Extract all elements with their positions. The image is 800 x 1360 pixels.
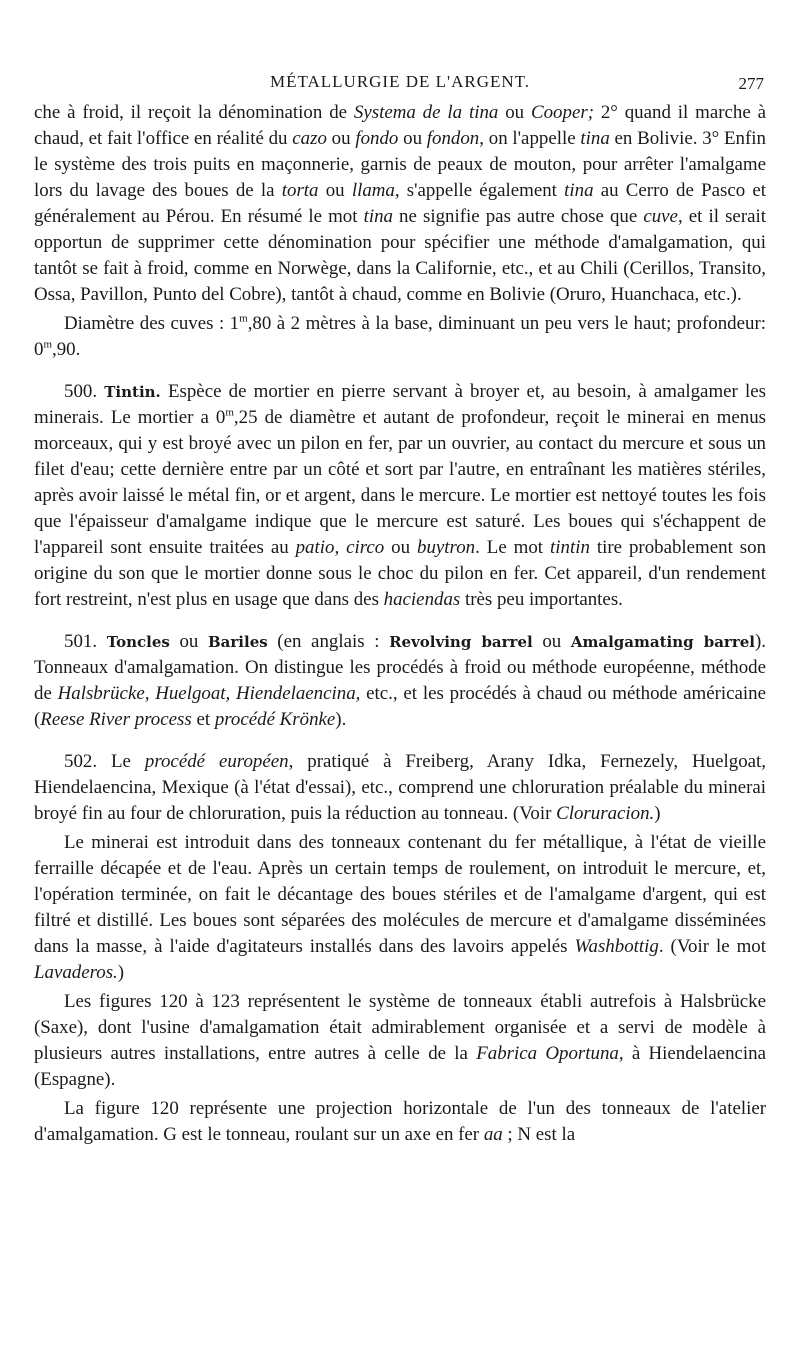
text-run: en Bolivie. 3° Enfin le système des trois puits en maçonnerie, garnis de peaux de mouton, pour arrêter l'amalgame lors du lavage des boues de la: [34, 128, 766, 201]
italic-text: fondon: [426, 128, 480, 149]
text-run: , et il serait opportun de supprimer cette dénomination pour spécifier une méthode d'amalgamation, qui tantôt se fait à froid, comme en Norwège, dans la Californie, etc., et au Chili (Cerillos, Transito, Ossa, Pavillon, Punto del Cobre), tantôt à chaud, comme en Bolivie (Oruro, Huanchaca, etc.).: [34, 206, 766, 305]
text-run: ,25 de diamètre et autant de profondeur, reçoit le minerai en menus morceaux, qui y est broyé avec un pilon en fer, par un ouvrier, au contact du mercure et sous un filet d'eau; cette dernière entre par un côté et sort par l'autre, en entraînant les matières stériles, après avoir laissé le métal fin, or et argent, dans le mercure. Le mortier est nettoyé toutes les fois que l'épaisseur d'amalgame indique que le mercure est saturé. Les boues qui s'échappent de l'appareil sont ensuite traitées au: [34, 407, 766, 558]
italic-text: procédé Krönke: [214, 709, 336, 730]
section-500-tintin: [34, 379, 766, 613]
paragraph-figures: [34, 989, 766, 1093]
text-run: La figure 120 représente une projection horizontale de l'un des tonneaux de l'atelier d'amalgamation. G est le tonneau, roulant sur un axe en fer: [34, 1098, 766, 1145]
text-run: , s'appelle également: [394, 180, 565, 201]
italic-text: Systema de la tina: [353, 102, 499, 123]
text-run: 502. Le: [64, 751, 145, 772]
italic-text: cazo: [292, 128, 327, 149]
text-run: Les figures 120 à 123 représentent le système de tonneaux établi autrefois à Halsbrücke (Saxe), dont l'usine d'amalgamation était admirablement organisée et a servi de modèle à plusieurs autres installations, entre autres à celle de la: [34, 991, 766, 1064]
italic-text: Lavaderos.: [34, 962, 118, 983]
running-title: MÉTALLURGIE DE L'ARGENT.: [269, 72, 531, 91]
text-run: , on l'appelle: [479, 128, 581, 149]
italic-text: tina: [580, 128, 610, 149]
text-run: (en anglais :: [267, 631, 390, 652]
text-run: au Cerro de Pasco et généralement au Pérou. En résumé le mot: [34, 180, 766, 227]
paragraph-continuation: [34, 100, 766, 308]
paragraph-minerai: [34, 830, 766, 986]
italic-text: tina: [363, 206, 393, 227]
text-run: etc., et les procédés à chaud ou méthode américaine (: [34, 683, 766, 730]
text-run: . (Voir le mot: [658, 936, 766, 957]
section-501-toncles: [34, 629, 766, 733]
text-run: ).: [335, 709, 347, 730]
text-run: ou: [326, 128, 356, 149]
text-run: 501.: [64, 631, 107, 652]
text-run: ou: [169, 631, 208, 652]
bold-heading-term: Bariles: [208, 633, 268, 651]
italic-text: patio, circo: [295, 537, 385, 558]
text-run: . Le mot: [475, 537, 550, 558]
italic-text: haciendas: [383, 589, 461, 610]
unit-superscript: m: [43, 338, 53, 351]
italic-text: Reese River process: [40, 709, 192, 730]
italic-text: aa: [483, 1124, 503, 1145]
text-run: 500.: [64, 381, 105, 402]
italic-text: torta: [281, 180, 319, 201]
italic-text: Cooper;: [531, 102, 594, 123]
text-run: tire probablement son origine du son que le mortier donne sous le choc du pilon en fer. Cet appareil, d'un rendement fort restreint, n'est plus en usage que dans des: [34, 537, 767, 610]
italic-text: Fabrica Oportuna: [476, 1043, 619, 1064]
section-502-procede-europeen: [34, 749, 766, 827]
body-text: [34, 100, 766, 1148]
text-run: ou: [532, 631, 571, 652]
italic-text: buytron: [417, 537, 476, 558]
text-run: , pratiqué à Freiberg, Arany Idka, Fernezely, Huelgoat, Hiendelaencina, Mexique (à l'état d'essai), etc., comprend une chloruration préalable du minerai broyé fin au four de chloruration, puis la réduction au tonneau. (Voir: [34, 751, 767, 824]
text-run: très peu importantes.: [460, 589, 623, 610]
bold-heading-term: Tintin.: [104, 383, 161, 401]
italic-text: Cloruracion.: [556, 803, 655, 824]
text-run: ,90.: [52, 339, 81, 360]
italic-text: Washbottig: [574, 936, 659, 957]
text-run: ne signifie pas autre chose que: [392, 206, 644, 227]
paragraph-diametre: [34, 311, 766, 363]
italic-text: Halsbrücke, Huelgoat, Hiendelaencina,: [57, 683, 361, 704]
text-run: Le minerai est introduit dans des tonneaux contenant du fer métallique, à l'état de vieille ferraille décapée et de l'eau. Après un certain temps de roulement, on introduit le mercure, et, l'opération terminée, on fait le décantage des boues stériles et de l'amalgame d'argent, qui est filtré et distillé. Les boues sont séparées des molécules de mercure et d'amalgame disséminées dans la masse, à l'aide d'agitateurs installés dans des lavoirs appelés: [34, 832, 766, 957]
text-run: ). Tonneaux d'amalgamation. On distingue les procédés à froid ou méthode européenne, méthode de: [34, 631, 766, 704]
text-run: ,80 à 2 mètres à la base, diminuant un peu vers le haut; profondeur: 0: [34, 313, 766, 360]
text-run: ; N est la: [502, 1124, 576, 1145]
paragraph-figure-120: [34, 1096, 766, 1148]
text-run: ou: [384, 537, 418, 558]
text-run: Diamètre des cuves : 1: [64, 313, 240, 334]
unit-superscript: m: [239, 312, 248, 325]
bold-heading-term: Revolving barrel: [389, 633, 533, 651]
italic-text: fondo: [355, 128, 399, 149]
italic-text: cuve: [643, 206, 678, 227]
text-run: 2° quand il marche à chaud, et fait l'office en réalité du: [34, 102, 767, 149]
unit-superscript: m: [225, 406, 234, 419]
italic-text: llama: [351, 180, 395, 201]
bold-heading-term: Amalgamating barrel: [570, 633, 755, 651]
text-run: Espèce de mortier en pierre servant à broyer et, au besoin, à amalgamer les minerais. Le mortier a 0: [34, 381, 766, 428]
bold-heading-term: Toncles: [106, 633, 170, 651]
text-run: ): [654, 803, 661, 824]
page-number: 277: [738, 74, 764, 93]
text-run: ): [117, 962, 125, 983]
text-run: che à froid, il reçoit la dénomination de: [34, 102, 354, 123]
running-head: [34, 70, 766, 96]
italic-text: tina: [564, 180, 594, 201]
text-run: et: [191, 709, 215, 730]
italic-text: procédé européen: [144, 751, 289, 772]
text-run: , à Hiendelaencina (Espagne).: [34, 1043, 767, 1090]
text-run: ou: [498, 102, 532, 123]
italic-text: tintin: [550, 537, 590, 558]
text-run: ou: [398, 128, 427, 149]
text-run: ou: [318, 180, 352, 201]
